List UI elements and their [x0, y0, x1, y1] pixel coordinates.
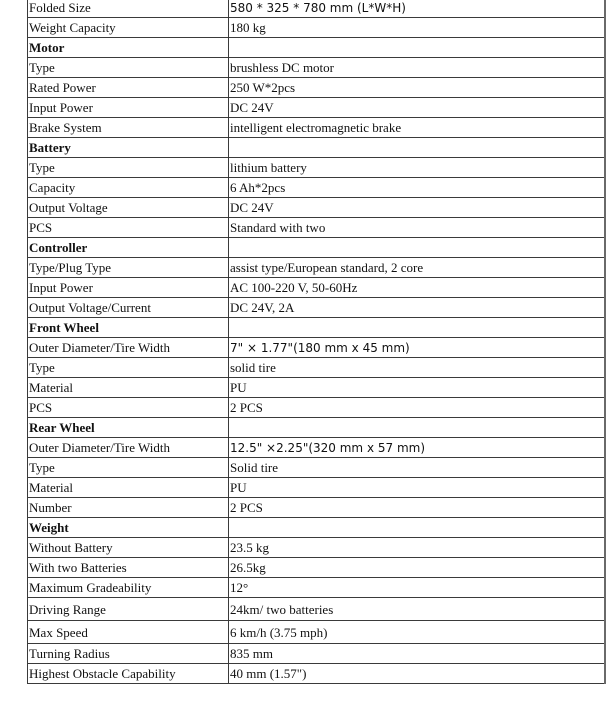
- specification-table-body: [28, 0, 605, 684]
- spec-value: 2 PCS: [229, 398, 605, 418]
- spec-row: [28, 98, 605, 118]
- spec-label: Outer Diameter/Tire Width: [28, 338, 229, 358]
- spec-value: PU: [229, 478, 605, 498]
- spec-value: 24km/ two batteries: [229, 598, 605, 621]
- spec-value: DC 24V, 2A: [229, 298, 605, 318]
- spec-label: Type: [28, 458, 229, 478]
- spec-label: Input Power: [28, 278, 229, 298]
- spec-label: Driving Range: [28, 598, 229, 621]
- spec-row: [28, 298, 605, 318]
- spec-value: 40 mm (1.57"): [229, 664, 605, 684]
- spec-row: [28, 18, 605, 38]
- spec-value: 6 km/h (3.75 mph): [229, 621, 605, 644]
- spec-label: Max Speed: [28, 621, 229, 644]
- section-title: Battery: [28, 138, 229, 158]
- spec-value: brushless DC motor: [229, 58, 605, 78]
- spec-label: Brake System: [28, 118, 229, 138]
- specification-table: [27, 0, 606, 684]
- spec-value: DC 24V: [229, 198, 605, 218]
- spec-row: [28, 358, 605, 378]
- section-empty-cell: [229, 318, 605, 338]
- spec-row: [28, 218, 605, 238]
- spec-value: AC 100-220 V, 50-60Hz: [229, 278, 605, 298]
- section-header-row: [28, 518, 605, 538]
- section-title: Weight: [28, 518, 229, 538]
- spec-value: solid tire: [229, 358, 605, 378]
- spec-value: assist type/European standard, 2 core: [229, 258, 605, 278]
- section-header-row: [28, 318, 605, 338]
- spec-row: [28, 438, 605, 458]
- section-header-row: [28, 238, 605, 258]
- spec-value: DC 24V: [229, 98, 605, 118]
- section-empty-cell: [229, 38, 605, 58]
- spec-label: With two Batteries: [28, 558, 229, 578]
- spec-value: 23.5 kg: [229, 538, 605, 558]
- section-title: Rear Wheel: [28, 418, 229, 438]
- spec-label: Outer Diameter/Tire Width: [28, 438, 229, 458]
- spec-row: [28, 578, 605, 598]
- spec-row: [28, 58, 605, 78]
- section-title: Controller: [28, 238, 229, 258]
- section-header-row: [28, 38, 605, 58]
- spec-value: lithium battery: [229, 158, 605, 178]
- spec-row: [28, 664, 605, 684]
- spec-label: Type/Plug Type: [28, 258, 229, 278]
- section-title: Motor: [28, 38, 229, 58]
- spec-row: [28, 118, 605, 138]
- spec-label: Output Voltage: [28, 198, 229, 218]
- spec-row: [28, 558, 605, 578]
- spec-label: Number: [28, 498, 229, 518]
- spec-label: Folded Size: [28, 0, 229, 18]
- spec-row: [28, 198, 605, 218]
- spec-value: 580 * 325 * 780 mm (L*W*H): [229, 0, 605, 18]
- spec-label: Capacity: [28, 178, 229, 198]
- section-empty-cell: [229, 518, 605, 538]
- spec-row: [28, 278, 605, 298]
- spec-label: PCS: [28, 398, 229, 418]
- spec-row: [28, 258, 605, 278]
- spec-value: 180 kg: [229, 18, 605, 38]
- section-empty-cell: [229, 418, 605, 438]
- spec-value: 2 PCS: [229, 498, 605, 518]
- spec-label: Rated Power: [28, 78, 229, 98]
- spec-row: [28, 538, 605, 558]
- spec-row: [28, 598, 605, 621]
- spec-value: 250 W*2pcs: [229, 78, 605, 98]
- spec-row: [28, 178, 605, 198]
- spec-label: Type: [28, 358, 229, 378]
- spec-label: Input Power: [28, 98, 229, 118]
- spec-row: [28, 458, 605, 478]
- spec-value: Standard with two: [229, 218, 605, 238]
- spec-value: 26.5kg: [229, 558, 605, 578]
- spec-value: 835 mm: [229, 644, 605, 664]
- spec-row: [28, 644, 605, 664]
- section-header-row: [28, 418, 605, 438]
- spec-value: 6 Ah*2pcs: [229, 178, 605, 198]
- spec-label: Weight Capacity: [28, 18, 229, 38]
- spec-row: [28, 621, 605, 644]
- spec-row: [28, 158, 605, 178]
- spec-row: [28, 398, 605, 418]
- spec-row: [28, 478, 605, 498]
- spec-label: Material: [28, 478, 229, 498]
- spec-label: Type: [28, 158, 229, 178]
- spec-value: intelligent electromagnetic brake: [229, 118, 605, 138]
- spec-row: [28, 0, 605, 18]
- spec-row: [28, 78, 605, 98]
- spec-label: Output Voltage/Current: [28, 298, 229, 318]
- section-empty-cell: [229, 238, 605, 258]
- spec-label: Maximum Gradeability: [28, 578, 229, 598]
- spec-value: 12.5" ×2.25"(320 mm x 57 mm): [229, 438, 605, 458]
- spec-label: PCS: [28, 218, 229, 238]
- spec-value: 12°: [229, 578, 605, 598]
- spec-label: Turning Radius: [28, 644, 229, 664]
- spec-label: Material: [28, 378, 229, 398]
- spec-row: [28, 378, 605, 398]
- spec-row: [28, 338, 605, 358]
- spec-label: Highest Obstacle Capability: [28, 664, 229, 684]
- spec-value: 7" × 1.77"(180 mm x 45 mm): [229, 338, 605, 358]
- section-empty-cell: [229, 138, 605, 158]
- section-title: Front Wheel: [28, 318, 229, 338]
- spec-row: [28, 498, 605, 518]
- spec-value: Solid tire: [229, 458, 605, 478]
- section-header-row: [28, 138, 605, 158]
- spec-label: Type: [28, 58, 229, 78]
- spec-value: PU: [229, 378, 605, 398]
- spec-label: Without Battery: [28, 538, 229, 558]
